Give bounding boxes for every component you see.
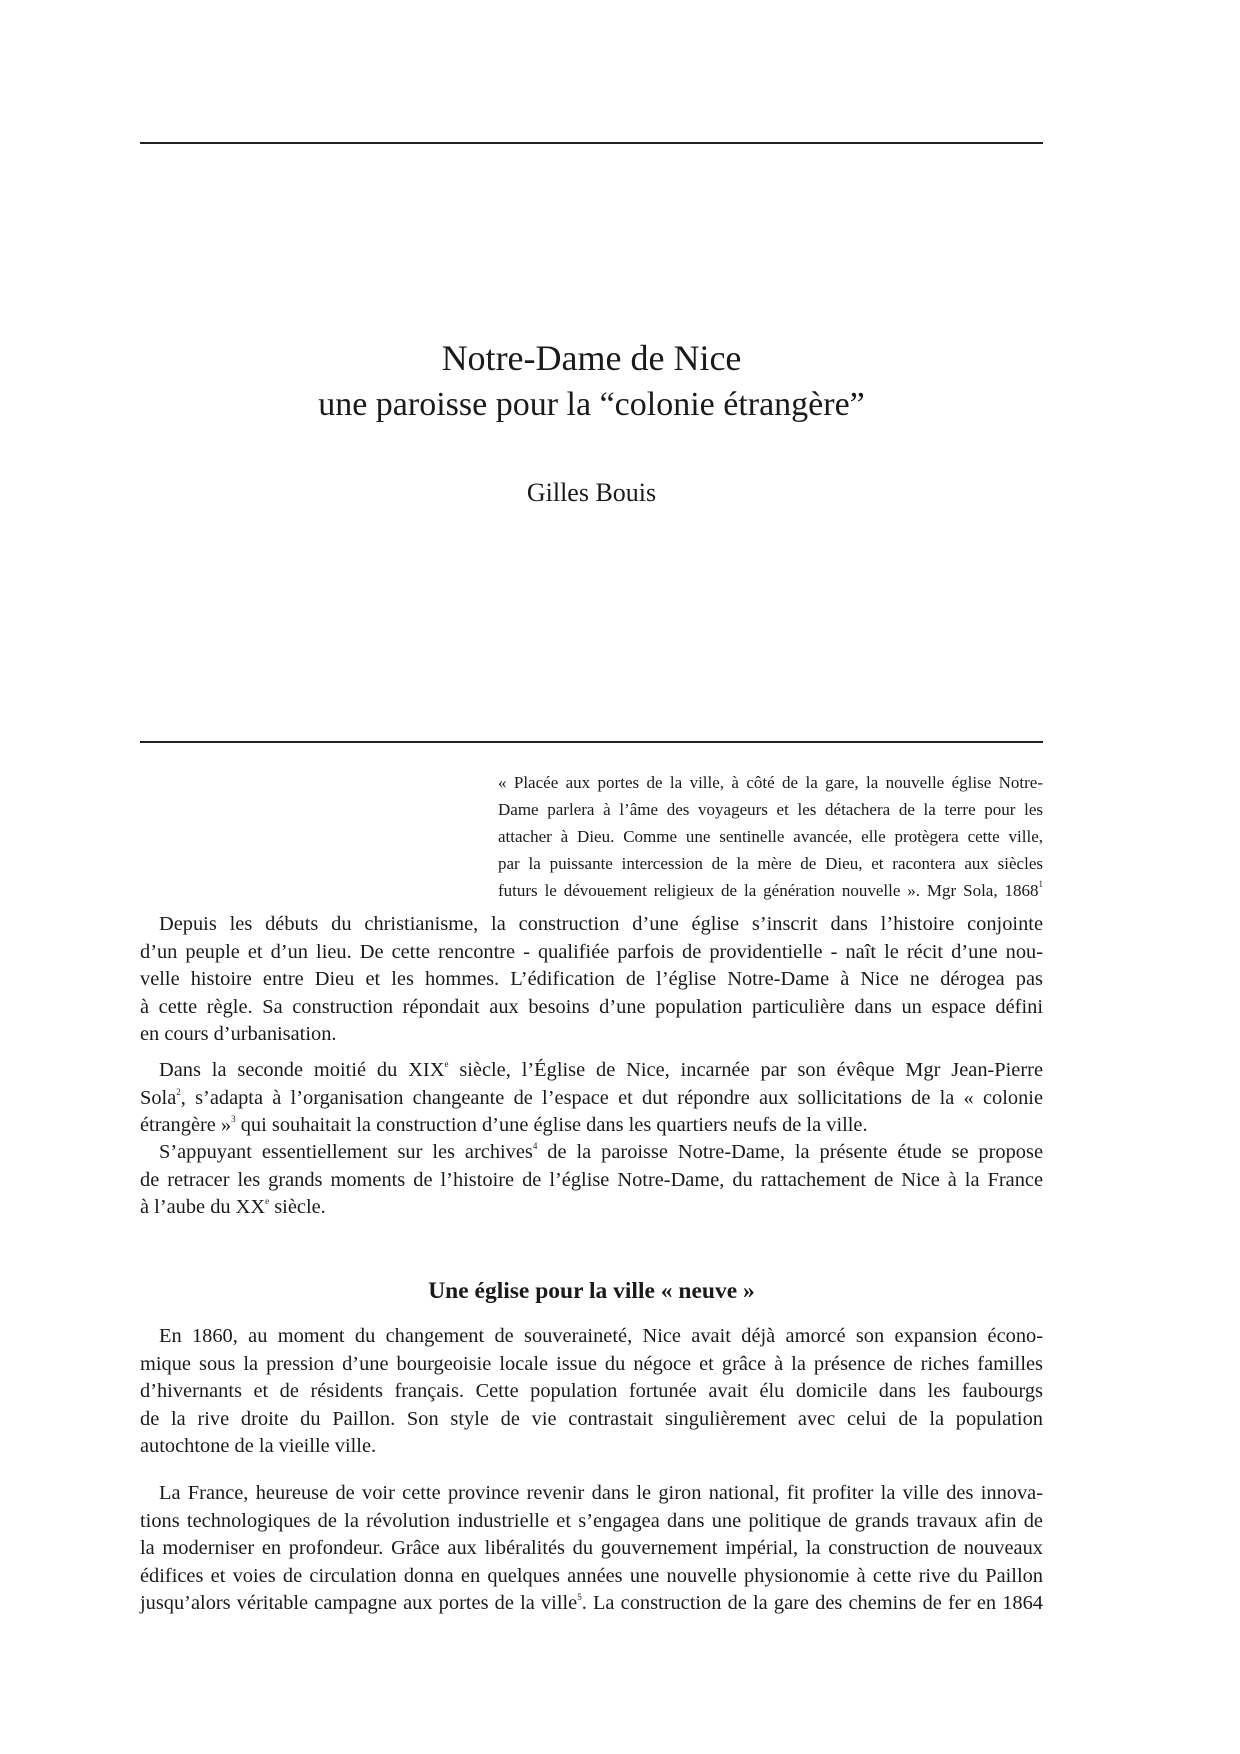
text-run: , s’adapta à l’organisation changeante de l’espace et dut répondre aux sollicitations de la « colonie — [180, 1086, 1043, 1109]
epigraph-line-last — [498, 877, 1043, 904]
paragraph-line: Depuis les débuts du christianisme, la construction d’une église s’inscrit dans l’histoire conjointe — [159, 913, 1043, 935]
paragraph-line: la moderniser en profondeur. Grâce aux libéralités du gouvernement impérial, la construction de nouveaux — [140, 1537, 1043, 1560]
paragraph-line: d’hivernants et de résidents français. Cette population fortunée avait élu domicile dans les faubourgs — [140, 1380, 1043, 1403]
paragraph-line — [140, 1194, 1043, 1222]
footnote-marker: 5 — [577, 1592, 582, 1603]
epigraph-line: « Placée aux portes de la ville, à côté de la gare, la nouvelle église Notre- — [498, 773, 1043, 792]
article-author: Gilles Bouis — [526, 478, 657, 507]
epigraph-attribution: futurs le dévouement religieux de la génération nouvelle ». Mgr Sola, 1868 — [498, 881, 1039, 900]
text-run: Sola — [140, 1086, 177, 1109]
text-run: qui souhaitait la construction d’une église dans les quartiers neufs de la ville. — [235, 1114, 868, 1137]
paragraph-line — [140, 1590, 1043, 1618]
intro-paragraph-1 — [140, 911, 1043, 1049]
article-subtitle: une paroisse pour la “colonie étrangère” — [318, 386, 865, 423]
paragraph-line: édifices et voies de circulation donna en quelques années une nouvelle physionomie à cette rive du Paillon — [140, 1564, 1043, 1587]
paragraph-line — [140, 1057, 1043, 1085]
top-rule — [140, 142, 1043, 144]
paragraph-line: tions technologiques de la révolution industrielle et s’engagea dans une politique de grands travaux afin de — [140, 1509, 1043, 1532]
text-run: siècle. — [269, 1196, 326, 1219]
text-run: étrangère » — [140, 1114, 232, 1137]
text-run: à l’aube du XX — [140, 1196, 266, 1219]
footnote-marker: 2 — [176, 1086, 181, 1097]
text-run: Dans la seconde moitié du XIX — [159, 1059, 445, 1081]
paragraph-line: de retracer les grands moments de l’histoire de l’église Notre-Dame, du rattachement de Nice à la France — [140, 1168, 1043, 1191]
article-title: Notre-Dame de Nice — [441, 338, 742, 378]
text-run: jusqu’alors véritable campagne aux portes de la ville — [140, 1592, 578, 1615]
middle-rule — [140, 741, 1043, 743]
epigraph-line: Dame parlera à l’âme des voyageurs et les détachera de la terre pour les — [498, 800, 1043, 819]
text-run: . La construction de la gare des chemins de fer en 1864 — [581, 1592, 1044, 1615]
paragraph-line — [140, 1112, 1043, 1140]
footnote-marker: 3 — [231, 1114, 236, 1125]
paragraph-line: La France, heureuse de voir cette province revenir dans le giron national, fit profiter la ville des innova- — [159, 1482, 1043, 1504]
superscript: e — [444, 1059, 449, 1069]
paragraph-line — [140, 1139, 1043, 1167]
section-paragraph-1 — [140, 1323, 1043, 1461]
footnote-marker: 4 — [532, 1141, 538, 1151]
paragraph-line — [140, 1085, 1043, 1113]
epigraph-line: par la puissante intercession de la mère de Dieu, et racontera aux siècles — [498, 854, 1043, 873]
section-paragraph-2 — [140, 1480, 1043, 1618]
epigraph-line: attacher à Dieu. Comme une sentinelle avancée, elle protègera cette ville, — [498, 827, 1043, 846]
paragraph-line: En 1860, au moment du changement de souveraineté, Nice avait déjà amorcé son expansion écono- — [159, 1325, 1043, 1347]
paragraph-line: velle histoire entre Dieu et les hommes. L’édification de l’église Notre-Dame à Nice ne dérogea pas — [140, 968, 1043, 991]
paragraph-line: en cours d’urbanisation. — [140, 1023, 337, 1046]
intro-paragraph-3 — [140, 1139, 1043, 1222]
superscript: e — [265, 1196, 270, 1207]
text-run: S’appuyant essentiellement sur les archives — [159, 1141, 533, 1163]
text-run: siècle, l’Église de Nice, incarnée par son évêque Mgr Jean-Pierre — [448, 1059, 1043, 1081]
footnote-marker: 1 — [1038, 879, 1043, 889]
paragraph-line: à cette règle. Sa construction répondait aux besoins d’une population particulière dans un espace défini — [140, 995, 1043, 1018]
text-run: de la paroisse Notre-Dame, la présente étude se propose — [537, 1141, 1043, 1163]
paragraph-line: mique sous la pression d’une bourgeoisie locale issue du négoce et grâce à la présence de riches familles — [140, 1352, 1043, 1375]
paragraph-line: de la rive droite du Paillon. Son style de vie contrastait singulièrement avec celui de la population — [140, 1407, 1043, 1430]
paragraph-line: d’un peuple et d’un lieu. De cette rencontre - qualifiée parfois de providentielle - naît le récit d’une nou- — [140, 940, 1043, 963]
section-heading: Une église pour la ville « neuve » — [428, 1278, 755, 1304]
paragraph-line: autochtone de la vieille ville. — [140, 1435, 377, 1458]
epigraph-quote — [498, 769, 1043, 904]
intro-paragraph-2 — [140, 1057, 1043, 1140]
